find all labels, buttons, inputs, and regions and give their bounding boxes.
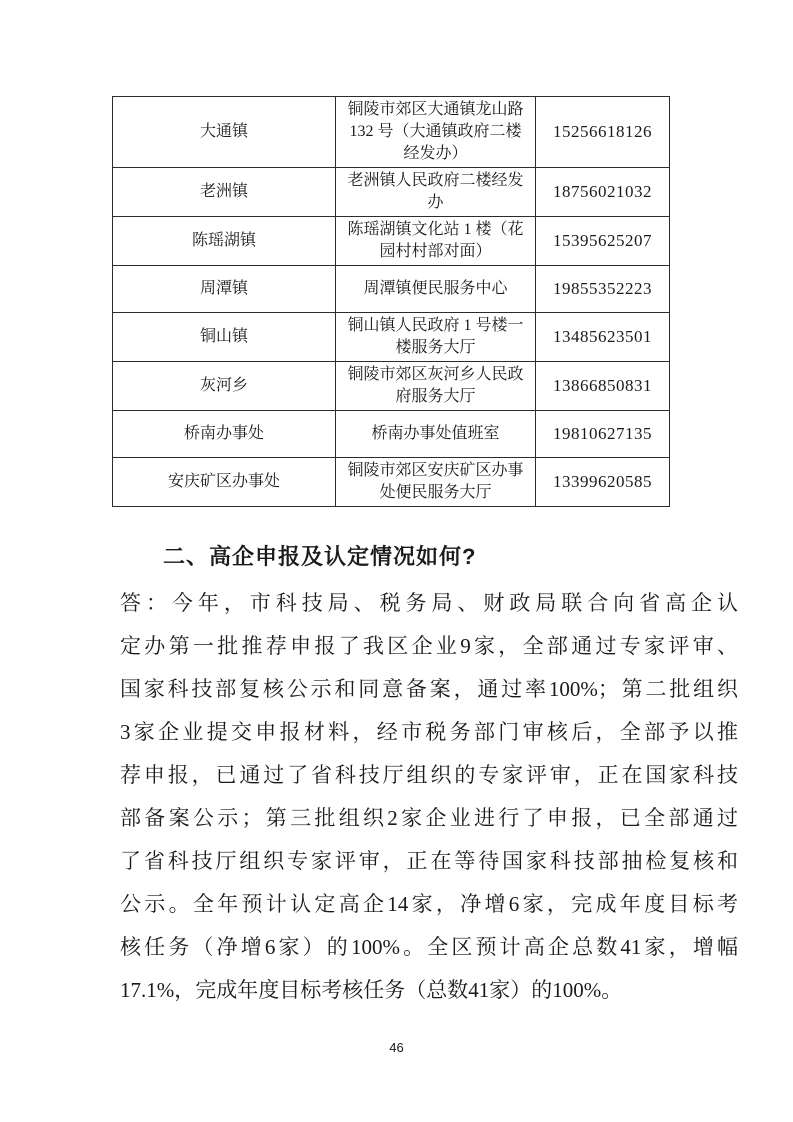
- cell-phone: 18756021032: [536, 168, 670, 217]
- cell-name: 大通镇: [113, 97, 336, 168]
- contact-table-body: [113, 97, 670, 507]
- table-row: [113, 411, 670, 458]
- cell-name: 安庆矿区办事处: [113, 458, 336, 507]
- table-row: [113, 458, 670, 507]
- paragraph-line: 定办第一批推荐申报了我区企业9家，全部通过专家评审、: [120, 634, 738, 658]
- cell-name: 老洲镇: [113, 168, 336, 217]
- paragraph-line: 17.1%，完成年度目标考核任务（总数41家）的100%。: [120, 978, 623, 1002]
- cell-phone: 15395625207: [536, 217, 670, 266]
- cell-address: 周潭镇便民服务中心: [336, 266, 536, 313]
- cell-address: 铜陵市郊区灰河乡人民政府服务大厅: [336, 362, 536, 411]
- cell-address: 老洲镇人民政府二楼经发办: [336, 168, 536, 217]
- table-row: [113, 362, 670, 411]
- cell-address: 铜陵市郊区安庆矿区办事处便民服务大厅: [336, 458, 536, 507]
- cell-address: 铜陵市郊区大通镇龙山路132 号（大通镇政府二楼经发办）: [336, 97, 536, 168]
- cell-phone: 19855352223: [536, 266, 670, 313]
- table-row: [113, 266, 670, 313]
- table-row: [113, 168, 670, 217]
- cell-address: 陈瑶湖镇文化站 1 楼（花园村村部对面）: [336, 217, 536, 266]
- paragraph-line: 答：今年，市科技局、税务局、财政局联合向省高企认: [120, 591, 738, 615]
- contact-table: [112, 96, 670, 507]
- table-row: [113, 217, 670, 266]
- cell-phone: 13399620585: [536, 458, 670, 507]
- paragraph-line: 了省科技厅组织专家评审，正在等待国家科技部抽检复核和: [120, 849, 738, 873]
- cell-name: 灰河乡: [113, 362, 336, 411]
- table-row: [113, 313, 670, 362]
- cell-name: 陈瑶湖镇: [113, 217, 336, 266]
- paragraph-line: 3家企业提交申报材料，经市税务部门审核后，全部予以推: [120, 720, 738, 744]
- cell-address: 桥南办事处值班室: [336, 411, 536, 458]
- paragraph-line: 公示。全年预计认定高企14家，净增6家，完成年度目标考: [120, 892, 738, 916]
- cell-phone: 19810627135: [536, 411, 670, 458]
- paragraph-line: 部备案公示；第三批组织2家企业进行了申报，已全部通过: [120, 806, 738, 830]
- cell-name: 周潭镇: [113, 266, 336, 313]
- cell-name: 桥南办事处: [113, 411, 336, 458]
- cell-name: 铜山镇: [113, 313, 336, 362]
- page-number: 46: [389, 1040, 404, 1055]
- cell-address: 铜山镇人民政府 1 号楼一楼服务大厅: [336, 313, 536, 362]
- paragraph-line: 核任务（净增6家）的100%。全区预计高企总数41家，增幅: [120, 935, 738, 959]
- table-row: [113, 97, 670, 168]
- cell-phone: 15256618126: [536, 97, 670, 168]
- cell-phone: 13485623501: [536, 313, 670, 362]
- paragraph-line: 荐申报，已通过了省科技厅组织的专家评审，正在国家科技: [120, 763, 738, 787]
- paragraph-line: 国家科技部复核公示和同意备案，通过率100%；第二批组织: [120, 677, 738, 701]
- section-heading: 二、高企申报及认定情况如何?: [163, 544, 477, 569]
- answer-paragraph: [120, 582, 738, 1012]
- cell-phone: 13866850831: [536, 362, 670, 411]
